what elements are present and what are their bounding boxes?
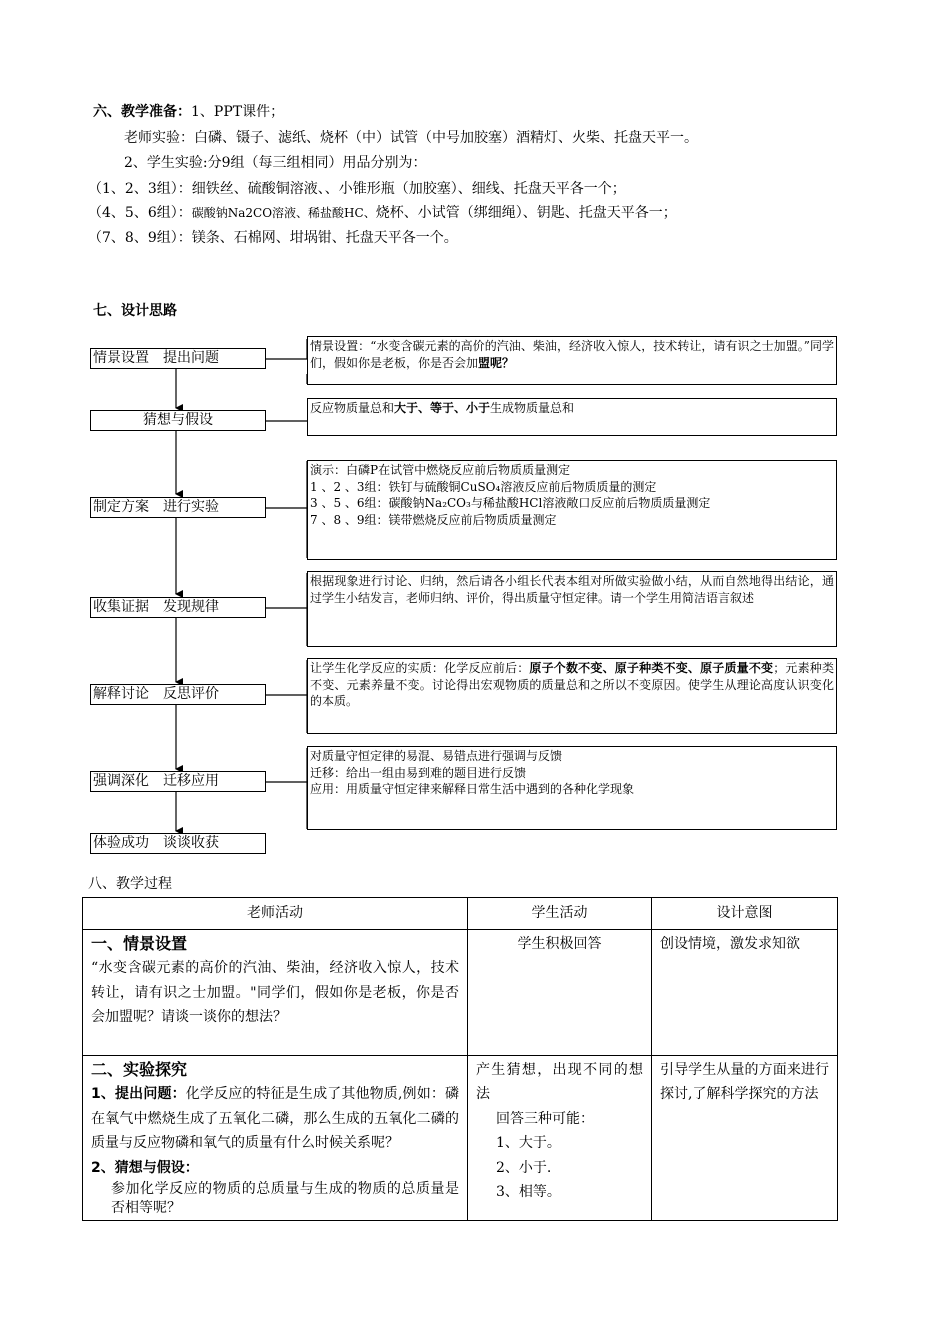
row2-student-c: 1、大于。 — [496, 1135, 561, 1151]
design-heading: 七、设计思路 — [93, 303, 177, 319]
prep-group-3: （7、8、9组）：镁条、石棉网、坩埚钳、托盘天平各一个。 — [88, 230, 458, 246]
step-plan: 制定方案 进行实验 — [90, 497, 266, 518]
row2-sub2-text: 参加化学反应的物质的总质量与生成的物质的总质量是否相等呢？ — [111, 1181, 459, 1216]
prep-student-exp: 2、学生实验:分9组（每三组相同）用品分别为： — [124, 155, 427, 171]
step-success: 体验成功 谈谈收获 — [90, 833, 266, 854]
table-row — [83, 1055, 838, 1221]
prep-group-2-label: （4、5、6组）： — [88, 205, 192, 221]
box-plan-l3: 3 、5 、6组：碳酸钠Na₂CO₃与稀盐酸HCl溶液敞口反应前后物质质量测定 — [310, 496, 711, 510]
row2-intent: 引导学生从量的方面来进行探讨,了解科学探究的方法 — [652, 1055, 838, 1221]
row2-student-e: 3、相等。 — [496, 1184, 561, 1200]
step-explain: 解释讨论 反思评价 — [90, 684, 266, 705]
box-plan — [307, 460, 837, 560]
box-plan-l4: 7 、8 、9组：镁带燃烧反应前后物质质量测定 — [310, 512, 557, 527]
box-hyp-b: 大于、等于、小于 — [394, 401, 491, 415]
step-evidence: 收集证据 发现规律 — [90, 597, 266, 618]
box-evidence — [307, 571, 837, 647]
box-deepen — [307, 746, 837, 830]
row2-sub1: 1、提出问题： — [91, 1086, 186, 1102]
row2-sub1-text: 化学反应的特征是生成了其他物质,例如：磷在氧气中燃烧生成了五氧化二磷，那么生成的五氧化二磷的质量与反应物磷和氧气的质量有什么时候关系呢？ — [91, 1086, 459, 1151]
box-hypothesis — [307, 398, 837, 436]
row1-text: “水变含碳元素的高价的汽油、柴油，经济收入惊人，技术转让，请有识之士加盟。"同学们，假如你是老板，你是否会加盟呢？请谈一谈你的想法？ — [91, 960, 459, 1025]
box-explain-b: 原子个数不变、原子种类不变、原子质量不变 — [529, 661, 774, 675]
link-5 — [266, 660, 307, 695]
row2-sub2: 2、猜想与假设： — [91, 1159, 199, 1176]
prep-teacher-exp: 老师实验：白磷、镊子、滤纸、烧杯（中）试管（中号加胶塞）酒精灯、火柴、托盘天平一。 — [124, 130, 698, 146]
prep-ppt: 1、PPT课件； — [191, 104, 285, 120]
table-header-row — [83, 898, 838, 930]
box-scenario — [307, 336, 837, 385]
col-intent: 设计意图 — [652, 898, 838, 930]
row1-intent: 创设情境，激发求知欲 — [652, 929, 838, 1055]
box-deepen-l2: 迁移：给出一组由易到难的题目进行反馈 — [310, 765, 527, 780]
box-plan-l2: 1 、2 、3组：铁钉与硫酸铜CuSO₄溶液反应前后物质质量的测定 — [310, 479, 657, 494]
row2-title: 二、实验探究 — [91, 1059, 188, 1079]
row2-student-a: 产生猜想，出现不同的想法 — [476, 1061, 643, 1102]
box-plan-l1: 演示：白磷P在试管中燃烧反应前后物质质量测定 — [310, 463, 571, 477]
row1-student: 学生积极回答 — [468, 929, 652, 1055]
col-teacher: 老师活动 — [83, 898, 468, 930]
step-deepen: 强调深化 迁移应用 — [90, 771, 266, 792]
link-1 — [266, 339, 307, 359]
prep-group-2-chem: 碳酸钠Na2CO溶液、稀盐酸HC、 — [191, 206, 376, 220]
col-student: 学生活动 — [468, 898, 652, 930]
box-deepen-l3: 应用：用质量守恒定律来解释日常生活中遇到的各种化学现象 — [310, 782, 635, 796]
box-deepen-l1: 对质量守恒定律的易混、易错点进行强调与反馈 — [310, 749, 563, 763]
row1-title: 一、情景设置 — [91, 933, 188, 953]
link-3 — [266, 461, 307, 508]
row2-student-d: 2、小于. — [496, 1159, 552, 1176]
box-explain — [307, 658, 837, 734]
prep-group-1: （1、2、3组）：细铁丝、硫酸铜溶液、、小锥形瓶（加胶塞）、细线、托盘天平各一个； — [88, 181, 626, 197]
process-heading: 八、教学过程 — [88, 876, 172, 892]
box-hyp-a: 反应物质量总和 — [310, 401, 395, 415]
prep-group-2-rest: 烧杯、小试管（绑细绳）、钥匙、托盘天平各一； — [375, 205, 677, 221]
box-hyp-c: 生成物质量总和 — [490, 401, 575, 415]
link-4 — [266, 573, 307, 608]
prep-heading: 六、教学准备： — [93, 104, 191, 120]
table-row — [83, 929, 838, 1055]
process-table — [82, 897, 838, 1221]
box-scenario-text: 情景设置：“水变含碳元素的高价的汽油、柴油，经济收入惊人，技术转让，请有识之士加盟。”同学们，假如你是老板，你是否会加 — [310, 339, 834, 370]
link-6 — [266, 748, 307, 782]
row2-student-b: 回答三种可能： — [496, 1110, 594, 1127]
step-hypothesis: 猜想与假设 — [90, 410, 266, 431]
box-evidence-text: 根据现象进行讨论、归纳，然后请各小组长代表本组对所做实验做小结，从而自然地得出结论，通过学生小结发言，老师归纳、评价，得出质量守恒定律。请一个学生用简洁语言叙述 — [310, 574, 834, 605]
box-explain-c: ；元素种类不变、元素养量不变。讨论得出宏观物质的质量总和之所以不变原因。使学生从理论高度认识变化的本质。 — [310, 661, 834, 708]
box-scenario-bold: 盟呢？ — [478, 355, 515, 370]
step-scenario: 情景设置 提出问题 — [90, 348, 266, 369]
box-explain-a: 让学生化学反应的实质：化学反应前后： — [310, 661, 530, 675]
